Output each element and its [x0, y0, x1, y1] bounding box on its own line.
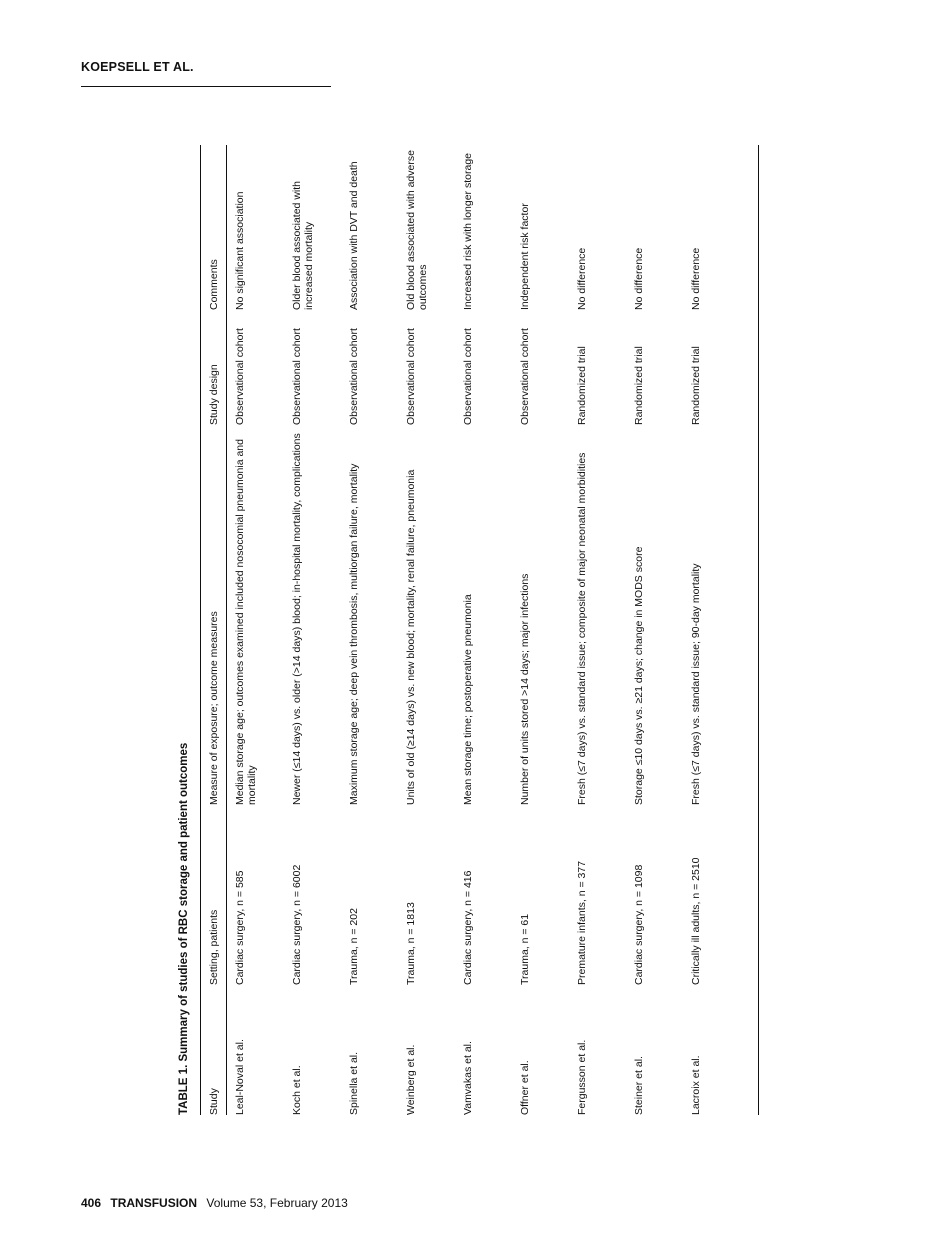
cell-measure: Fresh (≤7 days) vs. standard issue; composite of major neonatal morbidities: [576, 452, 588, 805]
cell-design: Observational cohort: [519, 328, 531, 425]
cell-notes: No difference: [633, 247, 645, 310]
table-top-rule: [200, 145, 201, 1115]
cell-setting: Trauma, n = 61: [519, 913, 531, 985]
cell-measure: Fresh (≤7 days) vs. standard issue; 90-day mortality: [690, 563, 702, 805]
cell-setting: Critically ill adults, n = 2510: [690, 857, 702, 985]
header-measure: Measure of exposure; outcome measures: [208, 611, 220, 805]
header-rule: [81, 86, 331, 87]
cell-study: Spinella et al.: [348, 1051, 360, 1115]
cell-setting: Trauma, n = 1813: [405, 902, 417, 985]
cell-measure: Mean storage time; postoperative pneumonia: [462, 594, 474, 805]
cell-design: Observational cohort: [291, 328, 303, 425]
cell-measure: Median storage age; outcomes examined included nosocomial pneumonia and mortality: [234, 439, 259, 805]
header-study: Study: [208, 1088, 220, 1115]
cell-study: Offner et al.: [519, 1060, 531, 1115]
cell-setting: Cardiac surgery, n = 6002: [291, 864, 303, 985]
cell-notes: No difference: [690, 247, 702, 310]
cell-design: Randomized trial: [690, 346, 702, 425]
journal-name: TRANSFUSION: [110, 1196, 198, 1210]
rotated-table: [178, 145, 778, 1115]
cell-measure: Number of units stored >14 days; major infections: [519, 573, 531, 805]
cell-study: Vamvakas et al.: [462, 1041, 474, 1115]
cell-study: Leal-Noval et al.: [234, 1039, 246, 1115]
cell-design: Observational cohort: [462, 328, 474, 425]
table-title: TABLE 1. Summary of studies of RBC storage and patient outcomes: [178, 742, 190, 1115]
cell-setting: Cardiac surgery, n = 416: [462, 870, 474, 985]
cell-measure: Units of old (≥14 days) vs. new blood; mortality, renal failure, pneumonia: [405, 469, 417, 805]
table-header-rule: [226, 145, 227, 1115]
cell-design: Randomized trial: [576, 346, 588, 425]
cell-measure: Newer (≤14 days) vs. older (>14 days) blood; in-hospital mortality, complications: [291, 433, 303, 805]
cell-measure: Maximum storage age; deep vein thrombosis, multiorgan failure, mortality: [348, 463, 360, 805]
cell-design: Randomized trial: [633, 346, 645, 425]
cell-study: Steiner et al.: [633, 1056, 645, 1115]
cell-notes: Independent risk factor: [519, 203, 531, 310]
cell-notes: Association with DVT and death: [348, 161, 360, 310]
cell-design: Observational cohort: [234, 328, 246, 425]
cell-design: Observational cohort: [348, 328, 360, 425]
cell-notes: No significant association: [234, 191, 246, 310]
cell-setting: Premature infants, n = 377: [576, 860, 588, 985]
cell-notes: Old blood associated with adverse outcomes: [405, 150, 430, 310]
header-notes: Comments: [208, 259, 220, 310]
cell-setting: Cardiac surgery, n = 1098: [633, 864, 645, 985]
page-footer: [81, 1196, 348, 1210]
running-head: KOEPSELL ET AL.: [81, 60, 194, 74]
header-setting: Setting, patients: [208, 909, 220, 985]
cell-notes: Increased risk with longer storage: [462, 153, 474, 310]
table-body: [178, 145, 778, 1115]
header-design: Study design: [208, 364, 220, 425]
journal-issue: Volume 53, February 2013: [206, 1196, 348, 1210]
cell-study: Fergusson et al.: [576, 1039, 588, 1115]
cell-study: Lacroix et al.: [690, 1055, 702, 1115]
cell-setting: Cardiac surgery, n = 585: [234, 870, 246, 985]
cell-notes: Older blood associated with increased mortality: [291, 181, 316, 310]
cell-notes: No difference: [576, 247, 588, 310]
page-number: 406: [81, 1196, 102, 1210]
cell-design: Observational cohort: [405, 328, 417, 425]
cell-study: Weinberg et al.: [405, 1044, 417, 1115]
cell-setting: Trauma, n = 202: [348, 908, 360, 985]
cell-measure: Storage ≤10 days vs. ≥21 days; change in MODS score: [633, 546, 645, 805]
cell-study: Koch et al.: [291, 1065, 303, 1115]
table-bottom-rule: [758, 145, 759, 1115]
